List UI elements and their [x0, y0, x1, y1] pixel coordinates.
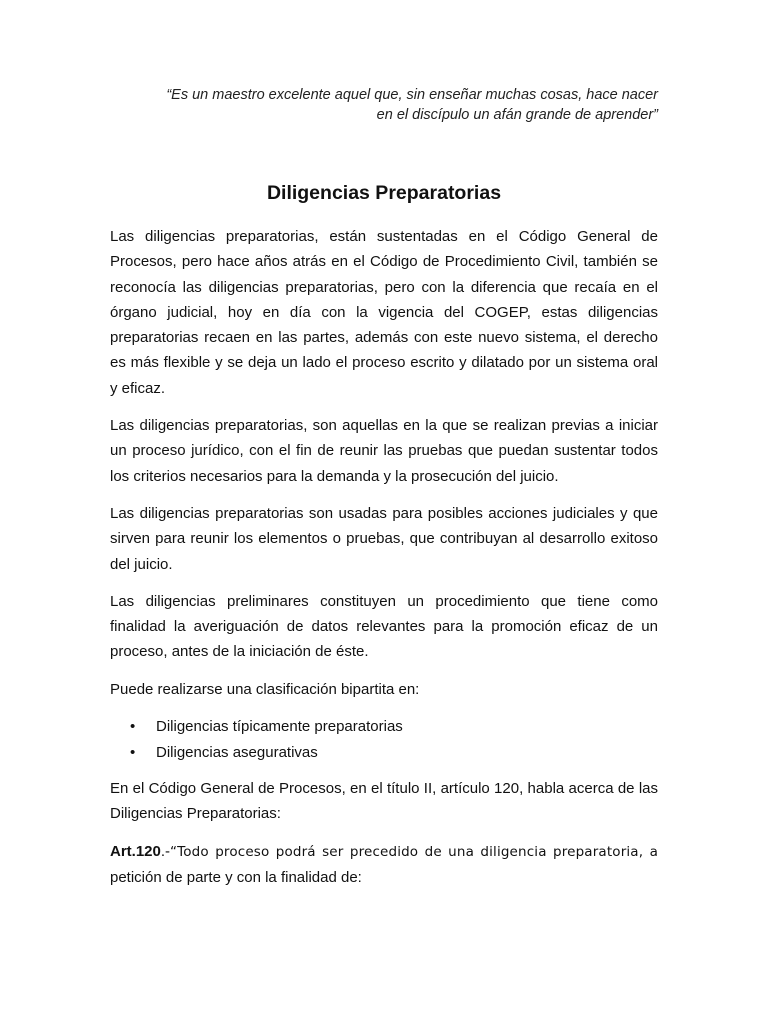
epigraph-line-1: “Es un maestro excelente aquel que, sin enseñar muchas cosas, hace nacer: [166, 87, 658, 103]
article-label: Art.120: [110, 842, 161, 860]
list-item: [110, 740, 658, 766]
list-item: [110, 714, 658, 740]
paragraph-5: Puede realizarse una clasificación bipartita en:: [110, 680, 420, 698]
epigraph-line-2: en el discípulo un afán grande de aprender”: [376, 107, 658, 123]
article-quote: “Todo proceso podrá ser precedido de una diligencia preparatoria, a: [170, 843, 658, 860]
paragraph-3: Las diligencias preparatorias son usadas para posibles acciones judiciales y que sirven para reunir los elementos o pruebas, que contribuyan al desarrollo exitoso del juicio.: [110, 504, 658, 573]
document-title: Diligencias Preparatorias: [266, 182, 502, 204]
article-separator: .-: [160, 842, 171, 860]
classification-list: [110, 714, 658, 766]
paragraph-1: Las diligencias preparatorias, están sustentadas en el Código General de Procesos, pero hace años atrás en el Código de Procedimiento Civil, también se reconocía las diligencias preparatorias, pero con la diferencia que recaía en el órgano judicial, hoy en día con la vigencia del COGEP, estas diligencias preparatorias recaen en las partes, además con este nuevo sistema, el derecho es más flexible y se deja un lado el proceso escrito y dilatado por un sistema oral y eficaz.: [110, 228, 658, 397]
paragraph-2: Las diligencias preparatorias, son aquellas en la que se realizan previas a iniciar un proceso jurídico, con el fin de reunir las pruebas que puedan sustentar todos los criterios necesarios para la demanda y la prosecución del juicio.: [110, 417, 658, 485]
paragraph-after-list: En el Código General de Procesos, en el título II, artículo 120, habla acerca de las Diligencias Preparatorias:: [110, 780, 658, 823]
bullet-icon: •: [130, 744, 136, 762]
article-paragraph: [110, 839, 658, 891]
list-item-text: Diligencias asegurativas: [156, 744, 318, 762]
epigraph-quote: [110, 85, 658, 125]
paragraph-4: Las diligencias preliminares constituyen un procedimiento que tiene como finalidad la averiguación de datos relevantes para la promoción eficaz de un proceso, antes de la iniciación de éste.: [110, 592, 658, 661]
document-body: [110, 224, 658, 902]
list-item-text: Diligencias típicamente preparatorias: [156, 718, 403, 736]
bullet-icon: •: [130, 718, 136, 736]
article-continuation: petición de parte y con la finalidad de:: [110, 868, 362, 886]
